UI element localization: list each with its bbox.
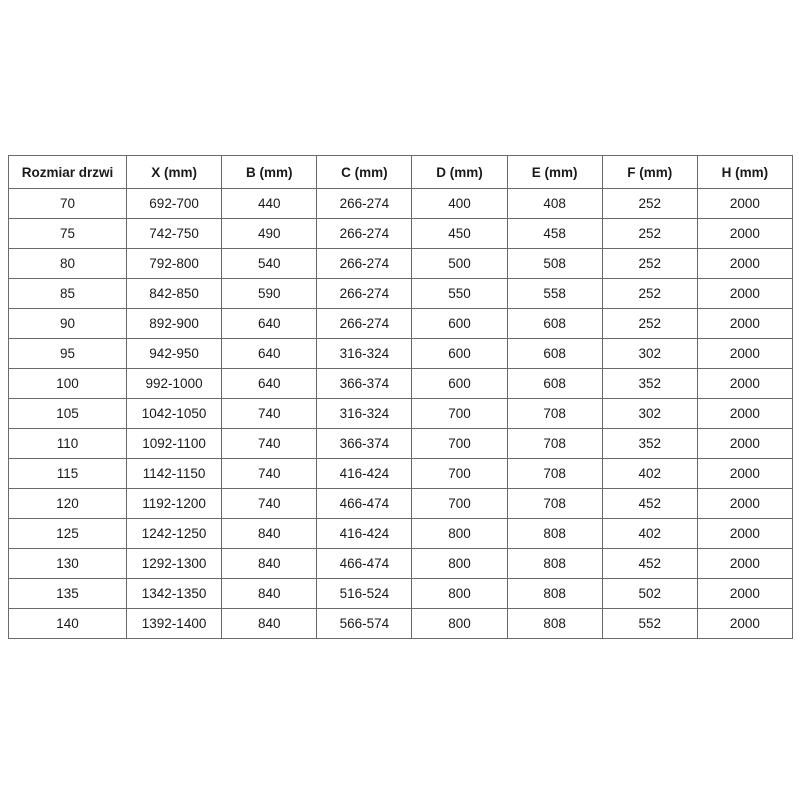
dimension-cell: 552 [602, 609, 697, 639]
dimension-cell: 266-274 [317, 279, 412, 309]
dimension-cell: 640 [222, 369, 317, 399]
table-row [9, 609, 793, 639]
door-size-cell: 120 [9, 489, 127, 519]
door-size-cell: 110 [9, 429, 127, 459]
dimension-cell: 1092-1100 [127, 429, 222, 459]
dimension-cell: 450 [412, 219, 507, 249]
dimension-cell: 440 [222, 189, 317, 219]
table-row [9, 399, 793, 429]
door-size-cell: 135 [9, 579, 127, 609]
table-body [9, 189, 793, 639]
dimension-cell: 1392-1400 [127, 609, 222, 639]
dimension-cell: 708 [507, 459, 602, 489]
dimension-cell: 590 [222, 279, 317, 309]
dimension-cell: 2000 [697, 309, 792, 339]
dimension-cell: 692-700 [127, 189, 222, 219]
dimension-cell: 458 [507, 219, 602, 249]
dimension-cell: 700 [412, 429, 507, 459]
door-size-cell: 75 [9, 219, 127, 249]
dimension-cell: 500 [412, 249, 507, 279]
dimension-cell: 640 [222, 309, 317, 339]
table-head [9, 156, 793, 189]
door-size-cell: 85 [9, 279, 127, 309]
dimension-cell: 842-850 [127, 279, 222, 309]
dimension-cell: 608 [507, 339, 602, 369]
table-header-row [9, 156, 793, 189]
dimension-cell: 700 [412, 399, 507, 429]
dimension-cell: 400 [412, 189, 507, 219]
dimension-cell: 302 [602, 399, 697, 429]
door-size-spec-table [8, 155, 793, 639]
dimension-cell: 252 [602, 189, 697, 219]
dimension-cell: 2000 [697, 459, 792, 489]
table-row [9, 219, 793, 249]
table-row [9, 279, 793, 309]
dimension-cell: 490 [222, 219, 317, 249]
column-header: C (mm) [317, 156, 412, 189]
dimension-cell: 808 [507, 579, 602, 609]
dimension-cell: 608 [507, 309, 602, 339]
door-size-cell: 140 [9, 609, 127, 639]
dimension-cell: 800 [412, 579, 507, 609]
table-row [9, 459, 793, 489]
table-row [9, 549, 793, 579]
table-row [9, 309, 793, 339]
dimension-cell: 808 [507, 609, 602, 639]
dimension-cell: 992-1000 [127, 369, 222, 399]
dimension-cell: 402 [602, 519, 697, 549]
dimension-cell: 252 [602, 279, 697, 309]
door-size-cell: 70 [9, 189, 127, 219]
dimension-cell: 740 [222, 429, 317, 459]
dimension-cell: 466-474 [317, 489, 412, 519]
column-header: B (mm) [222, 156, 317, 189]
dimension-cell: 508 [507, 249, 602, 279]
dimension-cell: 2000 [697, 549, 792, 579]
dimension-cell: 1342-1350 [127, 579, 222, 609]
dimension-cell: 2000 [697, 519, 792, 549]
dimension-cell: 252 [602, 309, 697, 339]
dimension-cell: 466-474 [317, 549, 412, 579]
dimension-cell: 808 [507, 519, 602, 549]
dimension-cell: 808 [507, 549, 602, 579]
dimension-cell: 800 [412, 549, 507, 579]
table-row [9, 579, 793, 609]
dimension-cell: 352 [602, 369, 697, 399]
table-row [9, 189, 793, 219]
dimension-cell: 740 [222, 459, 317, 489]
dimension-cell: 792-800 [127, 249, 222, 279]
dimension-cell: 352 [602, 429, 697, 459]
dimension-cell: 2000 [697, 189, 792, 219]
door-size-cell: 90 [9, 309, 127, 339]
dimension-cell: 252 [602, 249, 697, 279]
dimension-cell: 2000 [697, 429, 792, 459]
dimension-cell: 840 [222, 549, 317, 579]
table-row [9, 489, 793, 519]
dimension-cell: 366-374 [317, 369, 412, 399]
dimension-cell: 740 [222, 489, 317, 519]
dimension-cell: 1042-1050 [127, 399, 222, 429]
dimension-cell: 800 [412, 609, 507, 639]
dimension-cell: 708 [507, 399, 602, 429]
table-row [9, 339, 793, 369]
column-header: X (mm) [127, 156, 222, 189]
dimension-cell: 252 [602, 219, 697, 249]
dimension-cell: 840 [222, 609, 317, 639]
dimension-cell: 416-424 [317, 459, 412, 489]
dimension-cell: 1292-1300 [127, 549, 222, 579]
dimension-cell: 640 [222, 339, 317, 369]
dimension-cell: 600 [412, 339, 507, 369]
dimension-cell: 316-324 [317, 339, 412, 369]
dimension-cell: 558 [507, 279, 602, 309]
dimension-cell: 2000 [697, 219, 792, 249]
column-header: F (mm) [602, 156, 697, 189]
dimension-cell: 266-274 [317, 219, 412, 249]
dimension-cell: 416-424 [317, 519, 412, 549]
dimension-cell: 266-274 [317, 189, 412, 219]
dimension-cell: 502 [602, 579, 697, 609]
table-row [9, 369, 793, 399]
column-header: H (mm) [697, 156, 792, 189]
dimension-cell: 316-324 [317, 399, 412, 429]
dimension-cell: 742-750 [127, 219, 222, 249]
dimension-cell: 840 [222, 519, 317, 549]
dimension-cell: 800 [412, 519, 507, 549]
dimension-cell: 2000 [697, 249, 792, 279]
dimension-cell: 740 [222, 399, 317, 429]
dimension-cell: 2000 [697, 489, 792, 519]
door-size-cell: 80 [9, 249, 127, 279]
dimension-cell: 408 [507, 189, 602, 219]
dimension-cell: 1192-1200 [127, 489, 222, 519]
door-size-cell: 100 [9, 369, 127, 399]
dimension-cell: 402 [602, 459, 697, 489]
dimension-cell: 266-274 [317, 249, 412, 279]
column-header: D (mm) [412, 156, 507, 189]
dimension-cell: 302 [602, 339, 697, 369]
dimension-cell: 452 [602, 549, 697, 579]
dimension-cell: 942-950 [127, 339, 222, 369]
dimension-cell: 2000 [697, 339, 792, 369]
dimension-cell: 600 [412, 369, 507, 399]
column-header: E (mm) [507, 156, 602, 189]
door-size-cell: 115 [9, 459, 127, 489]
door-size-cell: 130 [9, 549, 127, 579]
dimension-cell: 516-524 [317, 579, 412, 609]
table-row [9, 519, 793, 549]
dimension-cell: 892-900 [127, 309, 222, 339]
dimension-cell: 608 [507, 369, 602, 399]
dimension-cell: 840 [222, 579, 317, 609]
door-size-cell: 105 [9, 399, 127, 429]
dimension-cell: 2000 [697, 579, 792, 609]
dimension-cell: 700 [412, 459, 507, 489]
dimension-cell: 366-374 [317, 429, 412, 459]
dimension-cell: 566-574 [317, 609, 412, 639]
dimension-cell: 452 [602, 489, 697, 519]
dimension-cell: 600 [412, 309, 507, 339]
dimension-cell: 700 [412, 489, 507, 519]
dimension-cell: 1142-1150 [127, 459, 222, 489]
dimension-cell: 540 [222, 249, 317, 279]
column-header: Rozmiar drzwi [9, 156, 127, 189]
table-row [9, 429, 793, 459]
dimension-cell: 1242-1250 [127, 519, 222, 549]
door-size-cell: 125 [9, 519, 127, 549]
dimension-cell: 2000 [697, 279, 792, 309]
dimension-cell: 2000 [697, 369, 792, 399]
table-row [9, 249, 793, 279]
dimension-cell: 2000 [697, 609, 792, 639]
dimension-cell: 2000 [697, 399, 792, 429]
dimension-cell: 550 [412, 279, 507, 309]
dimension-cell: 708 [507, 429, 602, 459]
door-size-cell: 95 [9, 339, 127, 369]
dimension-cell: 266-274 [317, 309, 412, 339]
dimension-cell: 708 [507, 489, 602, 519]
